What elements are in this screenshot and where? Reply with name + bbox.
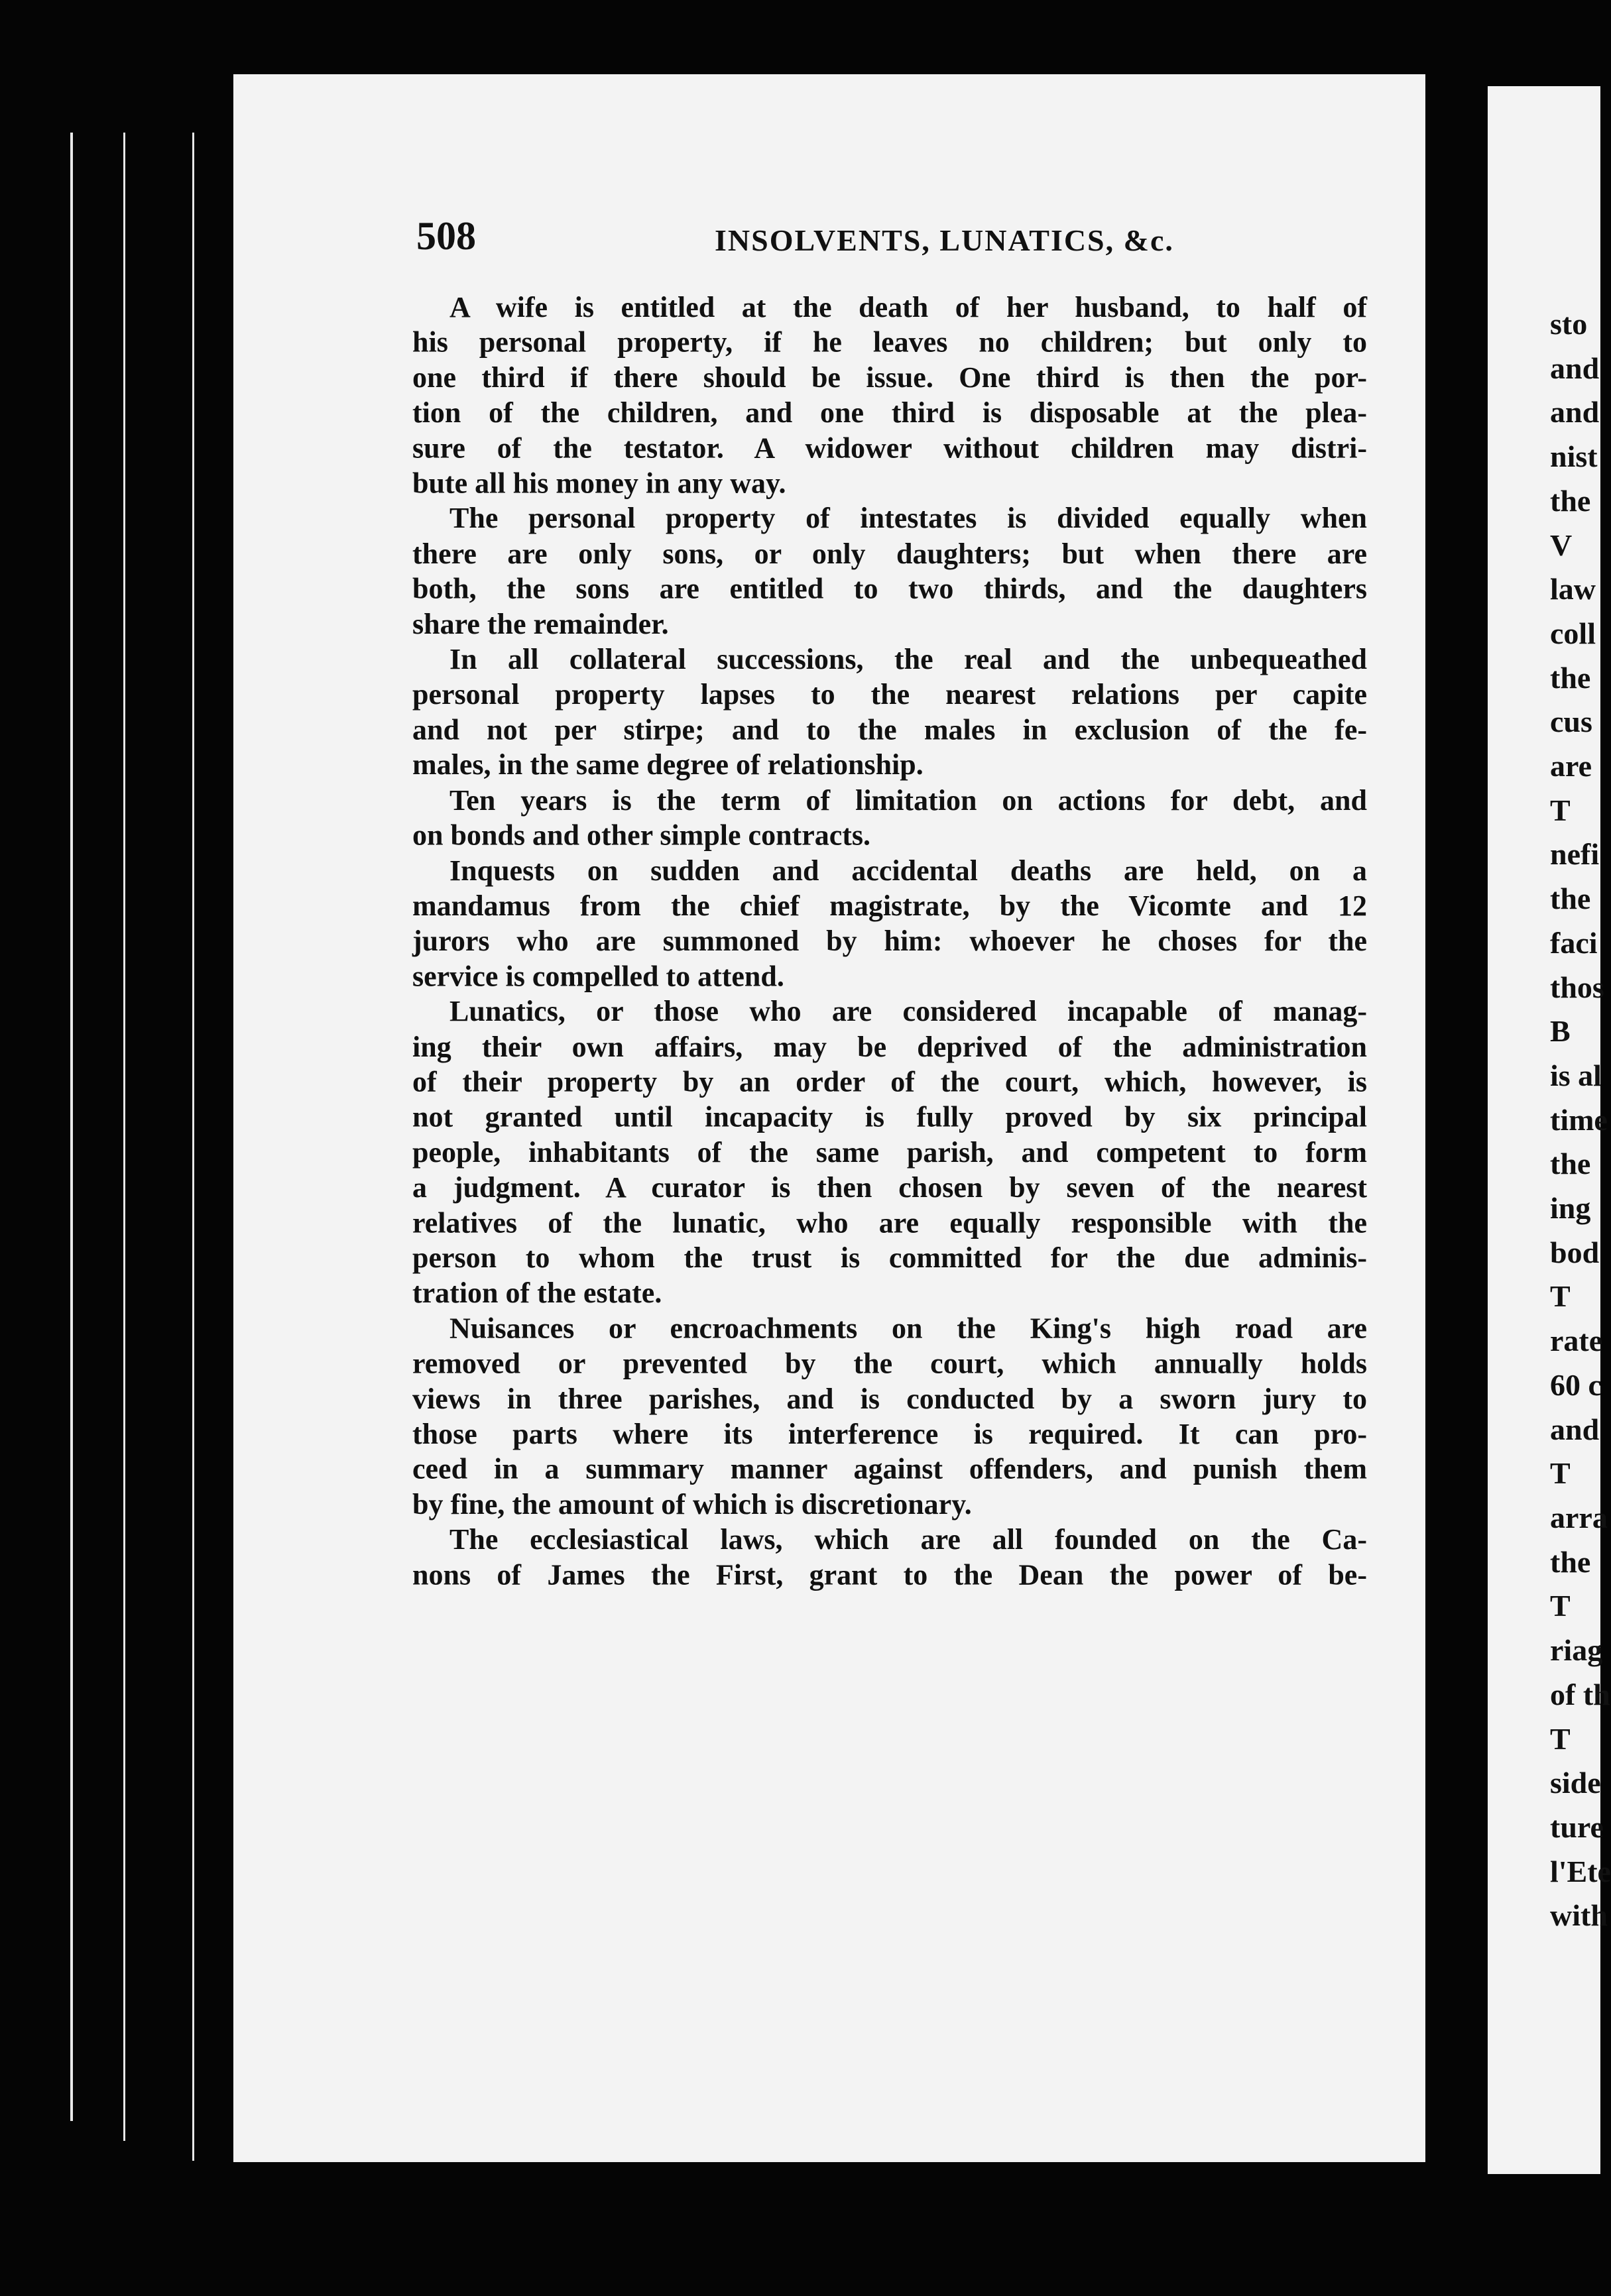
adjacent-line: l'Ete: [1550, 1854, 1611, 1888]
text-line: Nuisances or encroachments on the King's high road are: [449, 1312, 1367, 1345]
adjacent-line: T: [1550, 793, 1571, 827]
binding-edge: [70, 133, 73, 2121]
adjacent-line: with: [1550, 1898, 1608, 1933]
adjacent-line: the: [1550, 1147, 1591, 1181]
adjacent-line: arra: [1550, 1500, 1608, 1534]
text-line: one third if there should be issue. One third is then the por-: [412, 361, 1367, 394]
adjacent-page-text: [1550, 302, 1611, 1938]
adjacent-line: sto: [1550, 307, 1588, 341]
adjacent-line: T: [1550, 1279, 1571, 1314]
text-line: mandamus from the chief magistrate, by the Vicomte and 12: [412, 889, 1367, 922]
adjacent-line: T: [1550, 1589, 1571, 1623]
page-number: 508: [416, 214, 476, 258]
adjacent-line: the: [1550, 1544, 1591, 1579]
text-line: removed or prevented by the court, which annually holds: [412, 1347, 1367, 1380]
text-line: person to whom the trust is committed for the due adminis-: [412, 1241, 1367, 1274]
binding-edge: [123, 133, 125, 2141]
adjacent-line: is al: [1550, 1058, 1602, 1092]
adjacent-line: nefi: [1550, 837, 1600, 872]
text-line: nons of James the First, grant to the Dean the power of be-: [412, 1558, 1367, 1591]
text-line: tion of the children, and one third is disposable at the plea-: [412, 396, 1367, 429]
body-text: [412, 290, 1367, 1593]
text-line: personal property lapses to the nearest relations per capite: [412, 677, 1367, 711]
text-line: service is compelled to attend.: [412, 959, 784, 992]
text-line: The ecclesiastical laws, which are all founded on the Ca-: [449, 1522, 1367, 1556]
text-line: Lunatics, or those who are considered incapable of manag-: [449, 995, 1367, 1027]
text-line: a judgment. A curator is then chosen by seven of the nearest: [412, 1171, 1367, 1204]
text-line: of their property by an order of the court, which, however, is: [412, 1065, 1367, 1098]
adjacent-line: and: [1550, 351, 1600, 385]
adjacent-line: the: [1550, 483, 1591, 518]
adjacent-line: rate: [1550, 1324, 1603, 1358]
text-line: people, inhabitants of the same parish, and competent to form: [412, 1135, 1367, 1169]
adjacent-line: ing: [1550, 1191, 1591, 1226]
text-line: there are only sons, or only daughters; but when there are: [412, 537, 1367, 570]
text-line: on bonds and other simple contracts.: [412, 819, 871, 852]
adjacent-line: thos: [1550, 970, 1604, 1004]
text-line: In all collateral successions, the real and the unbequeathed: [449, 642, 1367, 675]
text-line: share the remainder.: [412, 607, 669, 640]
adjacent-line: riag: [1550, 1633, 1603, 1668]
text-line: Ten years is the term of limitation on actions for debt, and: [449, 783, 1367, 817]
adjacent-line: 60 c: [1550, 1367, 1602, 1402]
adjacent-line: are: [1550, 749, 1592, 783]
text-line: by fine, the amount of which is discretionary.: [412, 1487, 972, 1521]
text-line: A wife is entitled at the death of her husband, to half of: [449, 290, 1367, 323]
adjacent-line: and: [1550, 395, 1600, 430]
adjacent-page: [1488, 86, 1611, 2174]
text-line: relatives of the lunatic, who are equally responsible with the: [412, 1206, 1367, 1239]
adjacent-line: ture: [1550, 1809, 1604, 1844]
adjacent-line: T: [1550, 1721, 1571, 1756]
text-line: ceed in a summary manner against offenders, and punish them: [412, 1452, 1367, 1485]
text-line: jurors who are summoned by him: whoever he choses for the: [412, 924, 1367, 957]
adjacent-line: cus: [1550, 705, 1592, 739]
text-line: both, the sons are entitled to two thirds, and the daughters: [412, 572, 1367, 605]
adjacent-line: V: [1550, 528, 1573, 562]
adjacent-line: coll: [1550, 616, 1596, 650]
adjacent-line: law: [1550, 572, 1596, 606]
binding-edge: [192, 133, 194, 2161]
book-page: [233, 74, 1425, 2162]
adjacent-line: the: [1550, 882, 1591, 916]
text-line: and not per stirpe; and to the males in exclusion of the fe-: [412, 713, 1367, 746]
adjacent-line: the: [1550, 660, 1591, 695]
adjacent-line: faci: [1550, 925, 1598, 960]
adjacent-line: T: [1550, 1456, 1571, 1491]
adjacent-line: B: [1550, 1014, 1571, 1049]
page-header: [233, 213, 1425, 266]
text-line: The personal property of intestates is divided equally when: [449, 502, 1367, 535]
running-head: INSOLVENTS, LUNATICS, &c.: [715, 223, 1174, 257]
text-line: ing their own affairs, may be deprived of the administration: [412, 1030, 1367, 1063]
text-line: sure of the testator. A widower without children may distri-: [412, 431, 1367, 464]
text-line: not granted until incapacity is fully proved by six principal: [412, 1100, 1367, 1133]
adjacent-line: bod: [1550, 1235, 1600, 1269]
adjacent-line: side: [1550, 1766, 1601, 1800]
text-line: tration of the estate.: [412, 1277, 662, 1309]
text-line: Inquests on sudden and accidental deaths are held, on a: [449, 854, 1367, 887]
adjacent-line: and: [1550, 1412, 1600, 1446]
adjacent-line: nist: [1550, 439, 1598, 474]
text-line: males, in the same degree of relationship.: [412, 748, 924, 781]
adjacent-line: of th: [1550, 1677, 1610, 1711]
adjacent-line: time: [1550, 1102, 1608, 1137]
text-line: his personal property, if he leaves no children; but only to: [412, 325, 1367, 359]
text-line: those parts where its interference is required. It can pro-: [412, 1417, 1367, 1450]
text-line: bute all his money in any way.: [412, 467, 786, 500]
text-line: views in three parishes, and is conducted by a sworn jury to: [412, 1382, 1367, 1415]
